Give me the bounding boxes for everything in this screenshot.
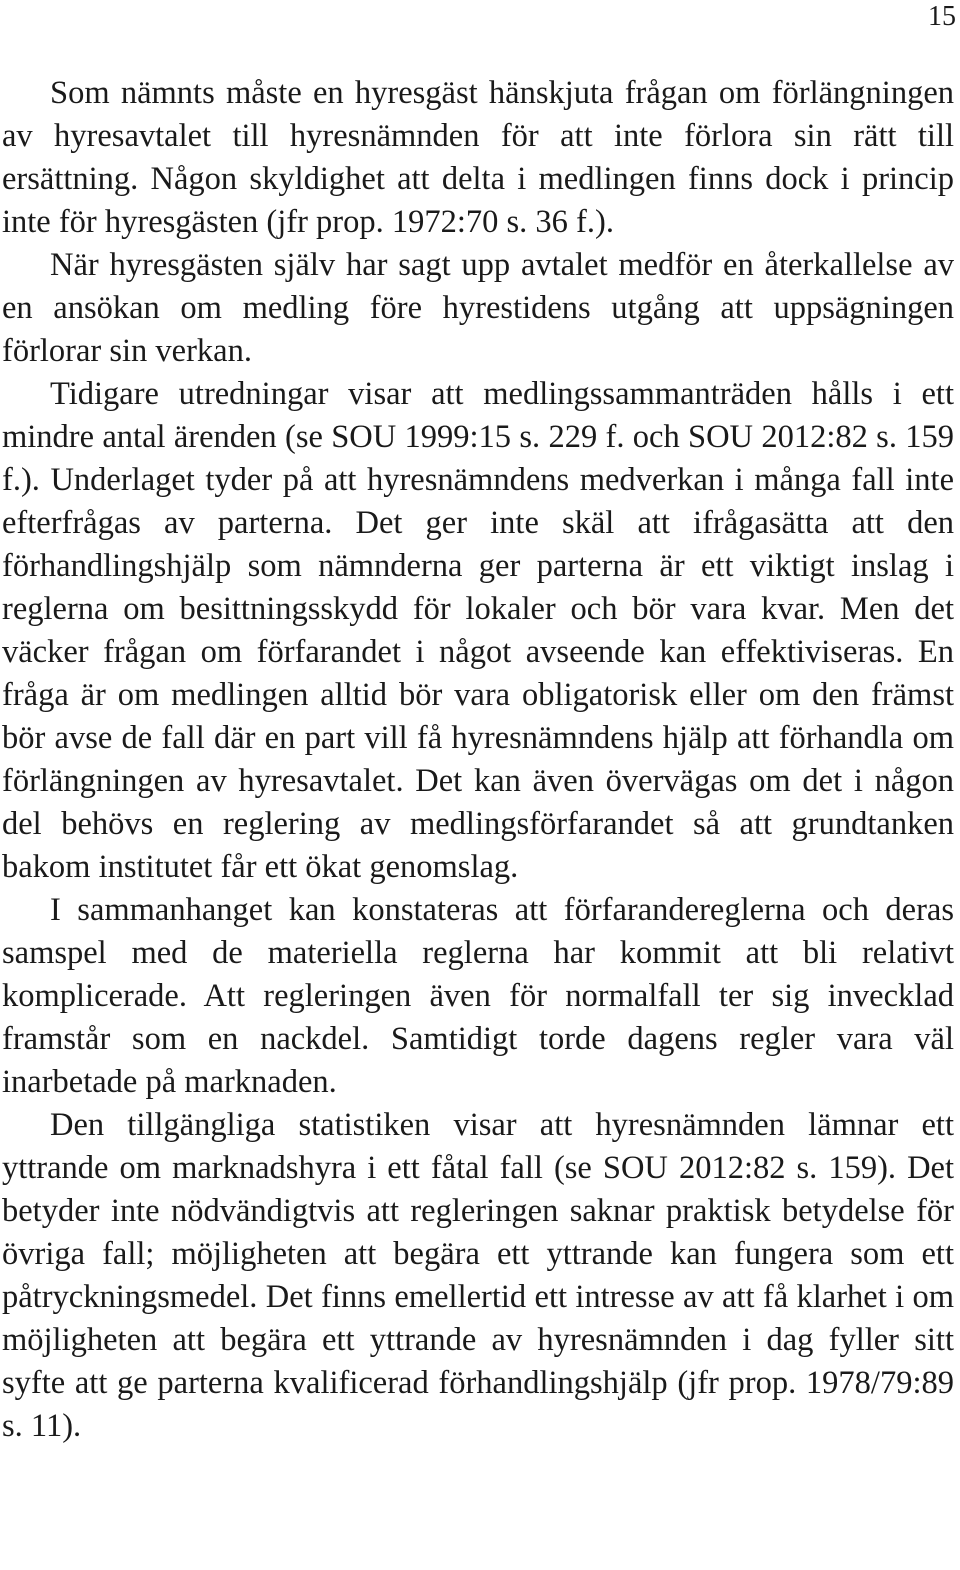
paragraph-4: I sammanhanget kan konstateras att förfarandereglerna och deras samspel med de materiella reglerna har kommit att bli relativt komplicerade. Att regleringen även för normalfall ter sig invecklad framstår som en nackdel. Samtidigt torde dagens regler vara väl inarbetade på marknaden. xyxy=(2,892,954,1100)
document-body xyxy=(2,72,954,1448)
paragraph-5: Den tillgängliga statistiken visar att hyresnämnden lämnar ett yttrande om marknadshyra i ett fåtal fall (se SOU 2012:82 s. 159). Det betyder inte nödvändigtvis att regleringen saknar praktisk betydelse för övriga fall; möjligheten att begära ett yttrande kan fungera som ett påtryckningsmedel. Det finns emellertid ett intresse av att få klarhet i om möjligheten att begära ett yttrande av hyresnämnden i dag fyller sitt syfte att ge parterna kvalificerad förhandlingshjälp (jfr prop. 1978/79:89 s. 11). xyxy=(2,1107,954,1444)
paragraph-2: När hyresgästen själv har sagt upp avtalet medför en återkallelse av en ansökan om medling före hyrestidens utgång att uppsägningen förlorar sin verkan. xyxy=(2,247,954,369)
page-number: 15 xyxy=(928,1,956,32)
paragraph-3: Tidigare utredningar visar att medlingssammanträden hålls i ett mindre antal ärenden (se SOU 1999:15 s. 229 f. och SOU 2012:82 s. 159 f.). Underlaget tyder på att hyresnämndens medverkan i många fall inte efterfrågas av parterna. Det ger inte skäl att ifrågasätta att den förhandlingshjälp som nämnderna ger parterna är ett viktigt inslag i reglerna om besittningsskydd för lokaler och bör vara kvar. Men det väcker frågan om förfarandet i något avseende kan effektiviseras. En fråga är om medlingen alltid bör vara obligatorisk eller om den främst bör avse de fall där en part vill få hyresnämndens hjälp att förhandla om förlängningen av hyresavtalet. Det kan även övervägas om det i någon del behövs en reglering av medlingsförfarandet så att grundtanken bakom institutet får ett ökat genomslag. xyxy=(2,376,954,885)
paragraph-1: Som nämnts måste en hyresgäst hänskjuta frågan om förlängningen av hyresavtalet till hyresnämnden för att inte förlora sin rätt till ersättning. Någon skyldighet att delta i medlingen finns dock i princip inte för hyresgästen (jfr prop. 1972:70 s. 36 f.). xyxy=(2,75,954,240)
